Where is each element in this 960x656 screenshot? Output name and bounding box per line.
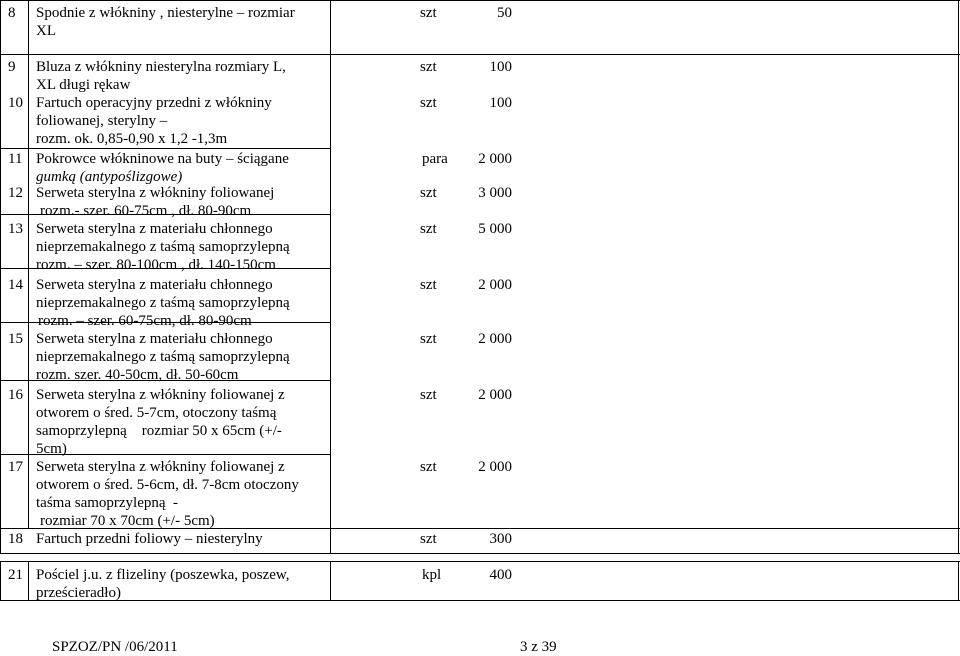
item-description: rozm.- szer. 60-75cm , dł. 80-90cm (40, 203, 252, 219)
item-description: Serweta sterylna z materiału chłonnego (36, 277, 273, 293)
item-description: nieprzemakalnego z taśmą samoprzylepną (36, 239, 290, 255)
item-description: Bluza z włókniny niesterylna rozmiary L, (36, 59, 286, 75)
col-line (958, 561, 959, 600)
unit: szt (420, 331, 437, 347)
row-number: 10 (8, 95, 23, 111)
row-line (0, 54, 960, 55)
col-line (958, 0, 959, 553)
row-line (0, 553, 960, 554)
item-description: Serweta sterylna z włókniny foliowanej (36, 185, 275, 201)
item-description: XL długi rękaw (36, 77, 131, 93)
item-description: otworem o śred. 5-7cm, otoczony taśmą (36, 405, 277, 421)
row-number: 16 (8, 387, 23, 403)
unit: szt (420, 221, 437, 237)
quantity: 100 (489, 59, 512, 75)
item-description: 5cm) (36, 441, 67, 457)
quantity: 50 (497, 5, 512, 21)
row-line (0, 148, 330, 149)
row-number: 15 (8, 331, 23, 347)
quantity: 2 000 (478, 277, 512, 293)
item-description: samoprzylepną rozmiar 50 x 65cm (+/- (36, 423, 282, 439)
row-number: 17 (8, 459, 23, 475)
item-description: Serweta sterylna z materiału chłonnego (36, 331, 273, 347)
item-description: Serweta sterylna z materiału chłonnego (36, 221, 273, 237)
item-description: Fartuch przedni foliowy – niesterylny (36, 531, 263, 547)
col-line (330, 561, 331, 600)
col-line (28, 561, 29, 600)
item-description: Pokrowce włókninowe na buty – ściągane (36, 151, 289, 167)
row-number: 14 (8, 277, 23, 293)
row-number: 21 (8, 567, 23, 583)
item-description: rozm. – szer. 60-75cm, dł. 80-90cm (38, 313, 252, 329)
item-description: Fartuch operacyjny przedni z włókniny (36, 95, 272, 111)
quantity: 5 000 (478, 221, 512, 237)
col-line (0, 561, 1, 600)
item-description: Spodnie z włókniny , niesterylne – rozmiar (36, 5, 295, 21)
col-line (330, 0, 331, 553)
item-description: foliowanej, sterylny – (36, 113, 168, 129)
row-number: 11 (8, 151, 23, 167)
quantity: 100 (489, 95, 512, 111)
item-description: rozm. szer. 40-50cm, dł. 50-60cm (36, 367, 239, 383)
unit: szt (420, 5, 437, 21)
document-id: SPZOZ/PN /06/2011 (52, 639, 178, 655)
quantity: 3 000 (478, 185, 512, 201)
quantity: 2 000 (478, 387, 512, 403)
row-number: 13 (8, 221, 23, 237)
item-description: Pościel j.u. z flizeliny (poszewka, poszew, (36, 567, 290, 583)
item-description: otworem o śred. 5-6cm, dł. 7-8cm otoczony (36, 477, 299, 493)
row-line (0, 0, 960, 1)
row-line (0, 600, 960, 601)
unit: para (422, 151, 448, 167)
row-number: 9 (8, 59, 16, 75)
item-description: nieprzemakalnego z taśmą samoprzylepną (36, 295, 290, 311)
unit: szt (420, 459, 437, 475)
unit: szt (420, 387, 437, 403)
page-number: 3 z 39 (520, 639, 557, 655)
item-description: rozm. – szer. 80-100cm , dł. 140-150cm (36, 257, 276, 273)
item-description: Serweta sterylna z włókniny foliowanej z (36, 387, 285, 403)
quantity: 2 000 (478, 331, 512, 347)
quantity: 400 (489, 567, 512, 583)
item-description: nieprzemakalnego z taśmą samoprzylepną (36, 349, 290, 365)
unit: szt (420, 95, 437, 111)
row-number: 12 (8, 185, 23, 201)
col-line (28, 0, 29, 528)
row-number: 18 (8, 531, 23, 547)
col-line (0, 0, 1, 553)
unit: szt (420, 185, 437, 201)
unit: szt (420, 59, 437, 75)
unit: szt (420, 531, 437, 547)
unit: szt (420, 277, 437, 293)
quantity: 300 (489, 531, 512, 547)
item-description: XL (36, 23, 56, 39)
item-description: gumką (antypoślizgowe) (36, 169, 183, 185)
item-description: taśma samoprzylepną - (36, 495, 179, 511)
item-description: rozm. ok. 0,85-0,90 x 1,2 -1,3m (36, 131, 228, 147)
item-description: rozmiar 70 x 70cm (+/- 5cm) (40, 513, 215, 529)
row-line (0, 561, 960, 562)
quantity: 2 000 (478, 459, 512, 475)
item-description: Serweta sterylna z włókniny foliowanej z (36, 459, 285, 475)
unit: kpl (422, 567, 442, 583)
row-number: 8 (8, 5, 16, 21)
quantity: 2 000 (478, 151, 512, 167)
item-description: prześcieradło) (36, 585, 121, 601)
